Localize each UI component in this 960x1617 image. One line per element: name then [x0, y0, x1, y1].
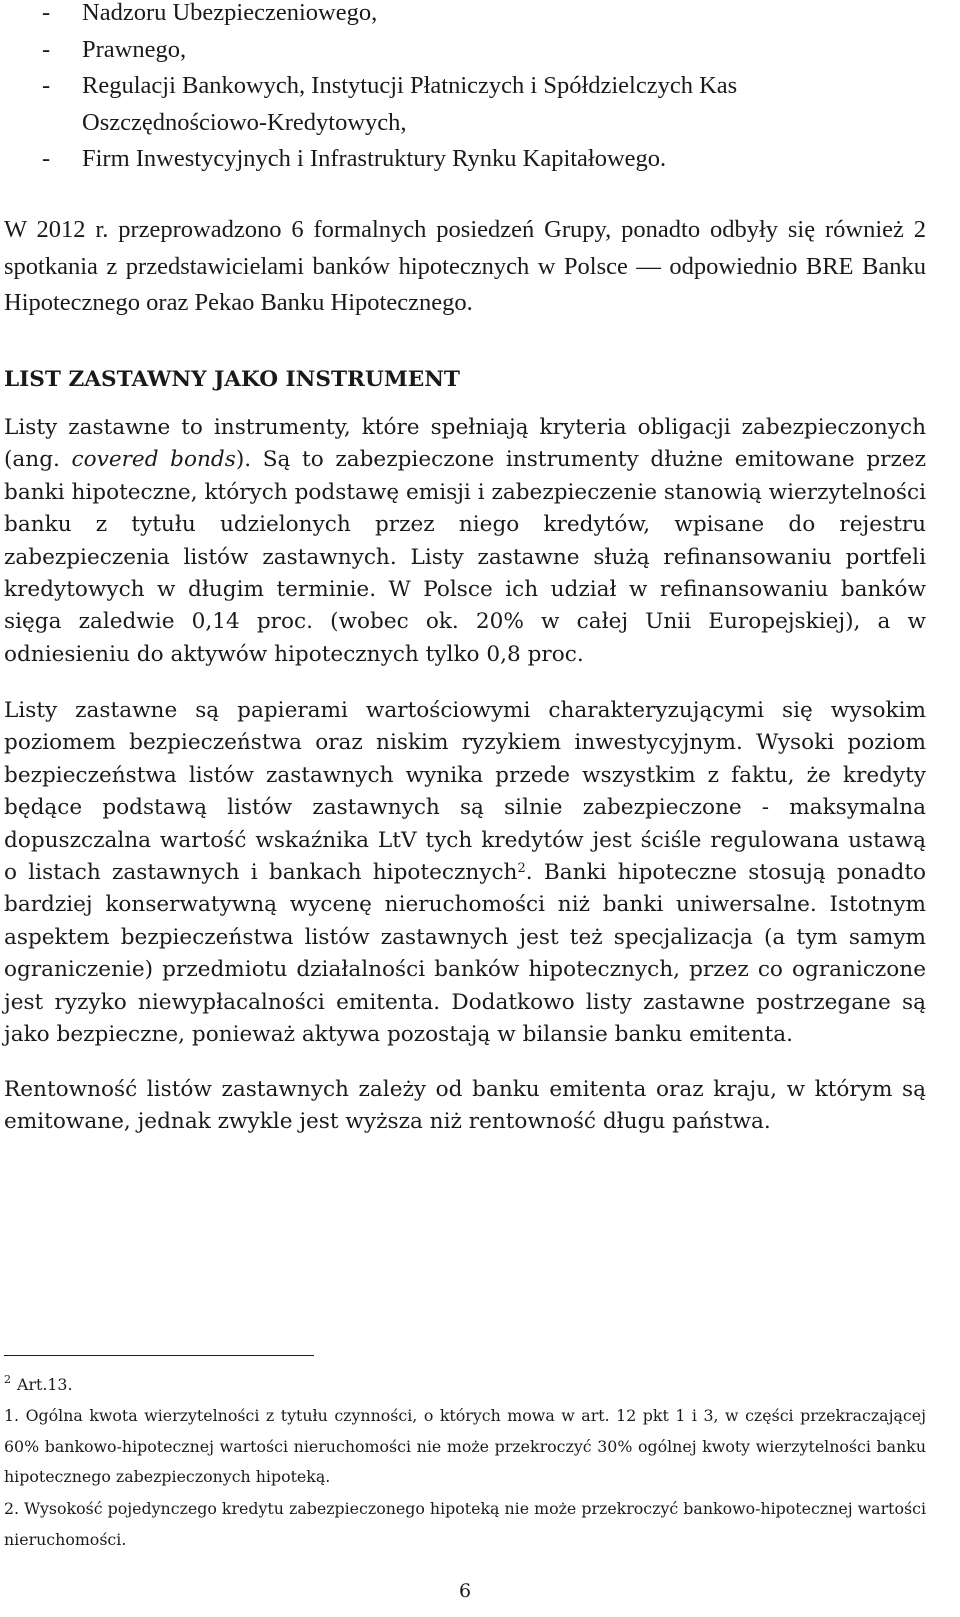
paragraph-text: . Banki hipoteczne stosują ponadto bardziej konserwatywną wycenę nieruchomości niż banki uniwersalne. Istotnym aspektem bezpieczeństwa listów zastawnych jest też specjalizacja (a tym samym ograniczenie) przedmiotu działalności banków hipotecznych, przez co ograniczone jest ryzyko niewypłacalności emitenta. Dodatkowo listy zastawne postrzegane są jako bezpieczne, ponieważ aktywa pozostają w bilansie banku emitenta. — [4, 860, 926, 1048]
list-dash: - — [42, 145, 51, 172]
section-heading: LIST ZASTAWNY JAKO INSTRUMENT — [4, 367, 460, 392]
paragraph-meetings: W 2012 r. przeprowadzono 6 formalnych posiedzeń Grupy, ponadto odbyły się również 2 spotkania z przedstawicielami banków hipotecznych w Polsce ― odpowiednio BRE Banku Hipotecznego oraz Pekao Banku Hipotecznego. — [4, 216, 926, 316]
page-number: 6 — [458, 1580, 472, 1602]
footnote-reference — [4, 1370, 926, 1400]
list-item-continuation: Oszczędnościowo-Kredytowych, — [82, 108, 407, 136]
list-item — [0, 141, 940, 178]
list-dash: - — [42, 72, 51, 99]
paragraph-safety — [4, 695, 926, 1051]
paragraph-text: ). Są to zabezpieczone instrumenty dłużne emitowane przez banki hipoteczne, których podstawę emisji i zabezpieczenie stanowią wierzytelności banku z tytułu udzielonych przez niego kredytów, wpisane do rejestru zabezpieczenia listów zastawnych. Listy zastawne służą refinansowaniu portfeli kredytowych w długim terminie. W Polsce ich udział w refinansowaniu banków sięga zaledwie 0,14 proc. (wobec ok. 20% w całej Unii Europejskiej), a w odniesieniu do aktywów hipotecznych tylko 0,8 proc. — [4, 447, 927, 667]
bullet-list — [0, 0, 940, 178]
footnote-number: 2 — [4, 1373, 12, 1387]
list-item-text: Prawnego, — [82, 35, 187, 63]
list-item-text: Firm Inwestycyjnych i Infrastruktury Rynku Kapitałowego. — [82, 145, 667, 172]
footnote-separator — [4, 1355, 314, 1356]
list-item — [0, 68, 940, 105]
list-item-text: Regulacji Bankowych, Instytucji Płatniczych i Spółdzielczych Kas — [82, 72, 738, 99]
footnote-marker[interactable]: 2 — [517, 860, 526, 876]
list-dash: - — [42, 0, 51, 26]
paragraph-text: Listy zastawne to instrumenty, które spełniają kryteria obligacji zabezpieczonych (ang. — [4, 415, 926, 473]
list-dash: - — [42, 35, 51, 63]
list-item — [0, 0, 940, 32]
list-item-text: Nadzoru Ubezpieczeniowego, — [82, 0, 378, 26]
footnote-item: 2. Wysokość pojedynczego kredytu zabezpieczonego hipoteką nie może przekroczyć bankowo-hipotecznej wartości nieruchomości. — [4, 1499, 926, 1549]
footnote-item: 1. Ogólna kwota wierzytelności z tytułu czynności, o których mowa w art. 12 pkt 1 i 3, w części przekraczającej 60% bankowo-hipotecznej wartości nieruchomości nie może przekroczyć 30% ogólnej kwoty wierzytelności banku hipotecznego zabezpieczonych hipoteką. — [4, 1406, 926, 1486]
paragraph-text: Listy zastawne są papierami wartościowymi charakteryzującymi się wysokim poziomem bezpieczeństwa oraz niskim ryzykiem inwestycyjnym. Wysoki poziom bezpieczeństwa listów zastawnych wynika przede wszystkim z faktu, że kredyty będące podstawą listów zastawnych są silnie zabezpieczone - maksymalna dopuszczalna wartość wskaźnika LtV tych kredytów jest ściśle regulowana ustawą o listach zastawnych i bankach hipotecznych — [4, 698, 926, 886]
list-item — [0, 32, 940, 69]
italic-term: covered bonds — [71, 447, 236, 473]
paragraph-definition — [4, 412, 926, 671]
footnote-article: Art.13. — [17, 1375, 73, 1394]
paragraph-yield: Rentowność listów zastawnych zależy od banku emitenta oraz kraju, w którym są emitowane, jednak zwykle jest wyższa niż rentowność długu państwa. — [4, 1077, 926, 1135]
